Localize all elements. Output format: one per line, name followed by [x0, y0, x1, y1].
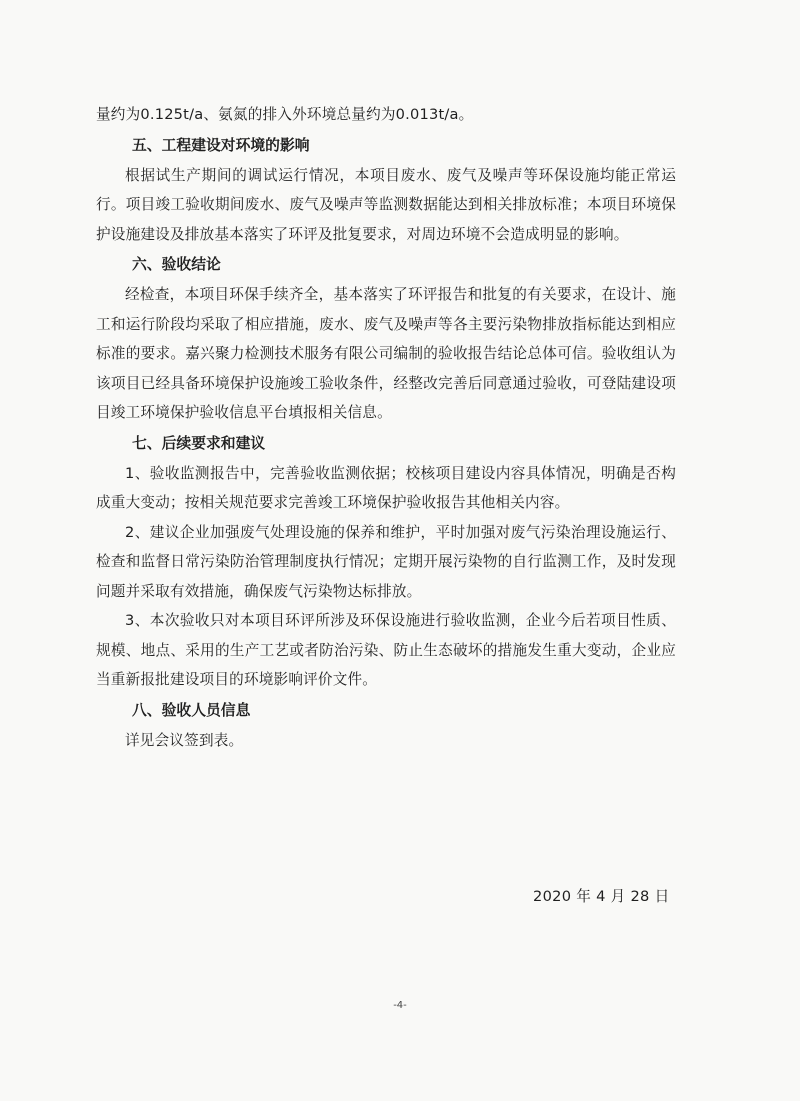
section-6-paragraph: 经检查，本项目环保手续齐全，基本落实了环评报告和批复的有关要求，在设计、施工和运行阶段均采取了相应措施，废水、废气及噪声等各主要污染物排放指标能达到相应标准的要求。嘉兴聚力检测技术服务有限公司编制的验收报告结论总体可信。验收组认为该项目已经具备环境保护设施竣工验收条件，经整改完善后同意通过验收，可登陆建设项目竣工环境保护验收信息平台填报相关信息。: [96, 286, 676, 421]
section-7-item-1: 1、验收监测报告中，完善验收监测依据；校核项目建设内容具体情况，明确是否构成重大变动；按相关规范要求完善竣工环境保护验收报告其他相关内容。: [96, 464, 676, 511]
section-7-item-2: 2、建议企业加强废气处理设施的保养和维护，平时加强对废气污染治理设施运行、检查和监督日常污染防治管理制度执行情况；定期开展污染物的自行监测工作，及时发现问题并采取有效措施，确保废气污染物达标排放。: [96, 523, 676, 600]
page-number: -4-: [393, 1000, 407, 1011]
document-date: 2020 年 4 月 28 日: [533, 888, 670, 905]
section-5-paragraph: 根据试生产期间的调试运行情况，本项目废水、废气及噪声等环保设施均能正常运行。项目竣工验收期间废水、废气及噪声等监测数据能达到相关排放标准；本项目环境保护设施建设及排放基本落实了环评及批复要求，对周边环境不会造成明显的影响。: [96, 166, 676, 243]
continuation-text: 量约为0.125t/a、氨氮的排入外环境总量约为0.013t/a。: [96, 106, 474, 123]
section-heading-5: 五、工程建设对环境的影响: [132, 136, 310, 154]
section-heading-7: 七、后续要求和建议: [132, 434, 266, 452]
document-body: [96, 100, 676, 755]
section-7-item-3: 3、本次验收只对本项目环评所涉及环保设施进行验收监测，企业今后若项目性质、规模、地点、采用的生产工艺或者防治污染、防止生态破坏的措施发生重大变动，企业应当重新报批建设项目的环境影响评价文件。: [96, 612, 676, 688]
section-heading-6: 六、验收结论: [132, 256, 221, 273]
section-8-paragraph: 详见会议签到表。: [125, 731, 244, 749]
section-heading-8: 八、验收人员信息: [132, 701, 251, 719]
